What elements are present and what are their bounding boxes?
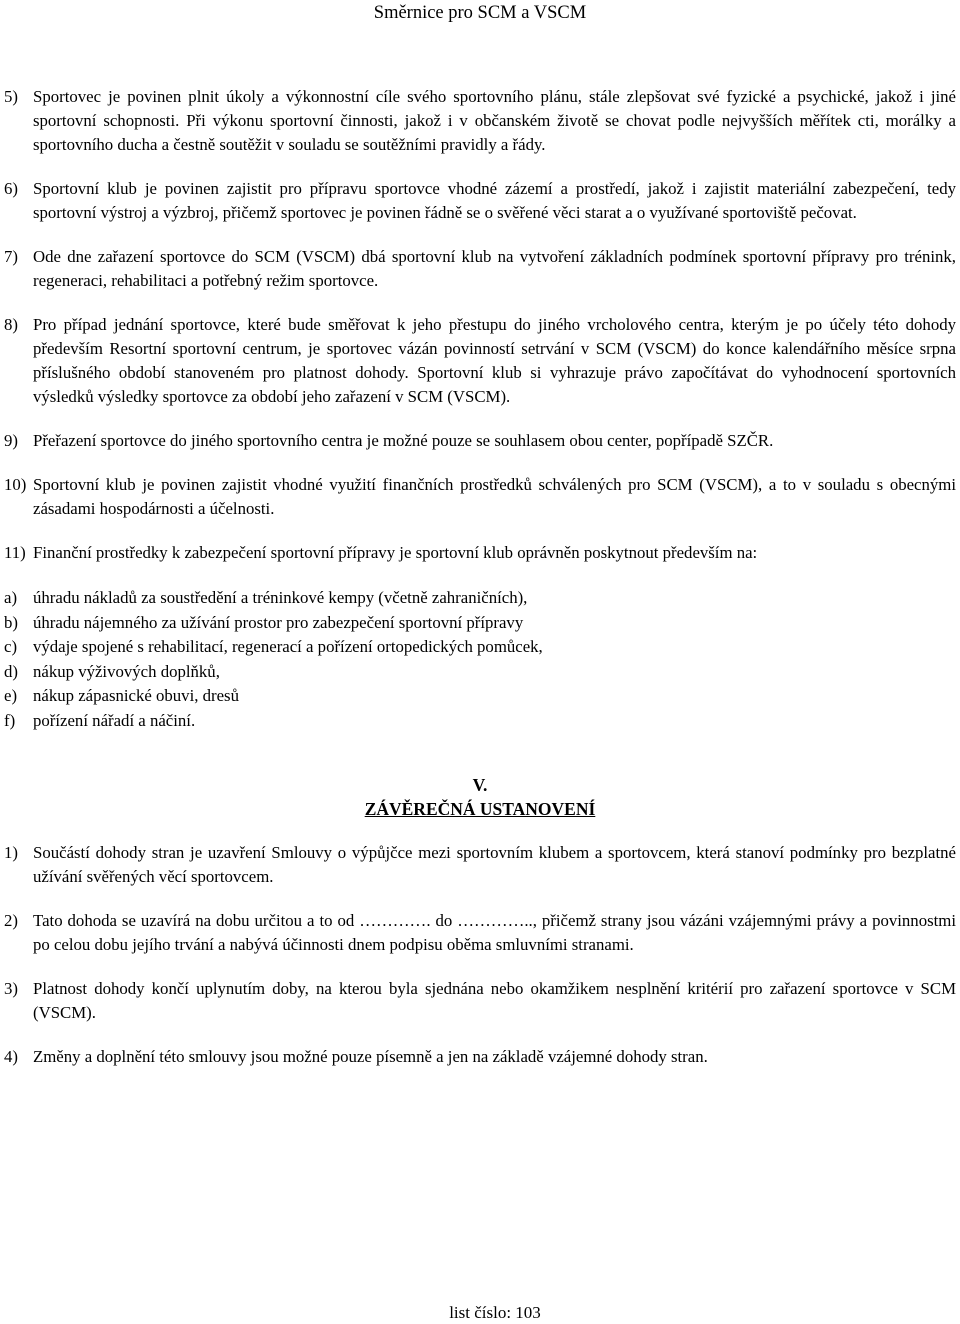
page-header: Směrnice pro SCM a VSCM	[373, 3, 587, 23]
list-item-letter: e)	[4, 686, 18, 705]
article-text: Změny a doplnění této smlouvy jsou možné pouze písemně a jen na základě vzájemné dohody stran.	[33, 1047, 708, 1066]
article-6	[4, 177, 956, 225]
article-9	[4, 429, 956, 453]
list-item	[4, 635, 956, 660]
article-number: 2)	[4, 911, 18, 930]
article-text: Ode dne zařazení sportovce do SCM (VSCM) dbá sportovní klub na vytvoření základních podmínek sportovní přípravy pro trénink, regeneraci, rehabilitaci a potřebný režim sportovce.	[33, 247, 956, 290]
funding-list	[4, 586, 956, 733]
article-text: Součástí dohody stran je uzavření Smlouvy o výpůjčce mezi sportovním klubem a sportovcem, která stanoví podmínky pro bezplatné užívání svěřených věcí sportovcem.	[33, 843, 956, 886]
article-7	[4, 245, 956, 293]
list-item-text: pořízení nářadí a náčiní.	[33, 710, 196, 730]
article-text: Pro případ jednání sportovce, které bude směřovat k jeho přestupu do jiného vrcholového centra, kterým je po účely této dohody především Resortní sportovní centrum, je sportovec vázán povinností setrvání v SCM (VSCM) do konce kalendářního měsíce srpna příslušného období stanoveném pro platnost dohody. Sportovní klub si vyhrazuje právo započítávat do vyhodnocení sportovních výsledků výsledky sportovce za období jeho zařazení v SCM (VSCM).	[33, 315, 956, 406]
article-number: 4)	[4, 1047, 18, 1066]
article-number: 8)	[4, 315, 18, 334]
article-text: Platnost dohody končí uplynutím doby, na kterou byla sjednána nebo okamžikem nesplnění kritérií pro zařazení sportovce v SCM (VSCM).	[33, 979, 956, 1022]
list-item	[4, 709, 956, 734]
article-number: 5)	[4, 87, 18, 106]
article-number: 3)	[4, 979, 18, 998]
article-text: Tato dohoda se uzavírá na dobu určitou a to od …………. do ………….., přičemž strany jsou vázáni vzájemnými právy a povinnostmi po celou dobu jejího trvání a nabývá účinnosti dnem podpisu oběma smluvními stranami.	[33, 911, 956, 954]
final-article-4	[4, 1045, 956, 1069]
list-item	[4, 660, 956, 685]
final-article-1	[4, 841, 956, 889]
list-item	[4, 586, 956, 611]
section-title: ZÁVĚREČNÁ USTANOVENÍ	[364, 799, 596, 819]
article-number: 10)	[4, 475, 27, 494]
article-text: Sportovní klub je povinen zajistit vhodné využití finančních prostředků schválených pro SCM (VSCM), a to v souladu s obecnými zásadami hospodárnosti a účelnosti.	[33, 475, 956, 518]
list-item	[4, 611, 956, 636]
document-body	[4, 85, 956, 1069]
list-item-text: nákup zápasnické obuvi, dresů	[33, 686, 239, 705]
article-text: Přeřazení sportovce do jiného sportovního centra je možné pouze se souhlasem obou center, popřípadě SZČR.	[33, 431, 774, 450]
article-number: 6)	[4, 179, 18, 198]
page-number: list číslo: 103	[449, 1303, 541, 1322]
final-article-2	[4, 909, 956, 957]
list-item-letter: f)	[4, 710, 16, 730]
list-item-text: výdaje spojené s rehabilitací, regenerací a pořízení ortopedických pomůcek,	[33, 637, 543, 656]
article-number: 11)	[4, 543, 26, 562]
article-number: 7)	[4, 247, 18, 266]
article-text: Sportovní klub je povinen zajistit pro přípravu sportovce vhodné zázemí a prostředí, jakož i zajistit materiální zabezpečení, tedy sportovní výstroj a výzbroj, přičemž sportovec je povinen řádně se o svěřené věci starat a o využívané sportoviště pečovat.	[33, 179, 956, 222]
section-number: V.	[472, 775, 488, 795]
article-5	[4, 85, 956, 157]
article-text: Sportovec je povinen plnit úkoly a výkonnostní cíle svého sportovního plánu, stále zlepšovat své fyzické a psychické, jakož i jiné sportovní schopnosti. Při výkonu sportovní činnosti, jakož i v občanském životě se chovat podle nejvyšších měřítek cti, morálky a sportovního ducha a čestně soutěžit v souladu se soutěžními pravidly a řády.	[33, 87, 956, 154]
list-item-letter: d)	[4, 661, 18, 681]
article-11	[4, 541, 956, 565]
article-number: 9)	[4, 431, 18, 450]
list-item-text: úhradu nákladů za soustředění a tréninkové kempy (včetně zahraničních),	[33, 588, 528, 607]
list-item-letter: a)	[4, 588, 18, 607]
article-number: 1)	[4, 843, 18, 862]
list-item-text: nákup výživových doplňků,	[33, 661, 220, 681]
article-8	[4, 313, 956, 409]
list-item-letter: c)	[4, 637, 18, 656]
list-item-letter: b)	[4, 612, 18, 632]
final-article-3	[4, 977, 956, 1025]
section-heading	[4, 773, 956, 821]
article-text: Finanční prostředky k zabezpečení sportovní přípravy je sportovní klub oprávněn poskytnout především na:	[33, 543, 758, 562]
list-item	[4, 684, 956, 709]
article-10	[4, 473, 956, 521]
list-item-text: úhradu nájemného za užívání prostor pro zabezpečení sportovní přípravy	[33, 612, 524, 632]
